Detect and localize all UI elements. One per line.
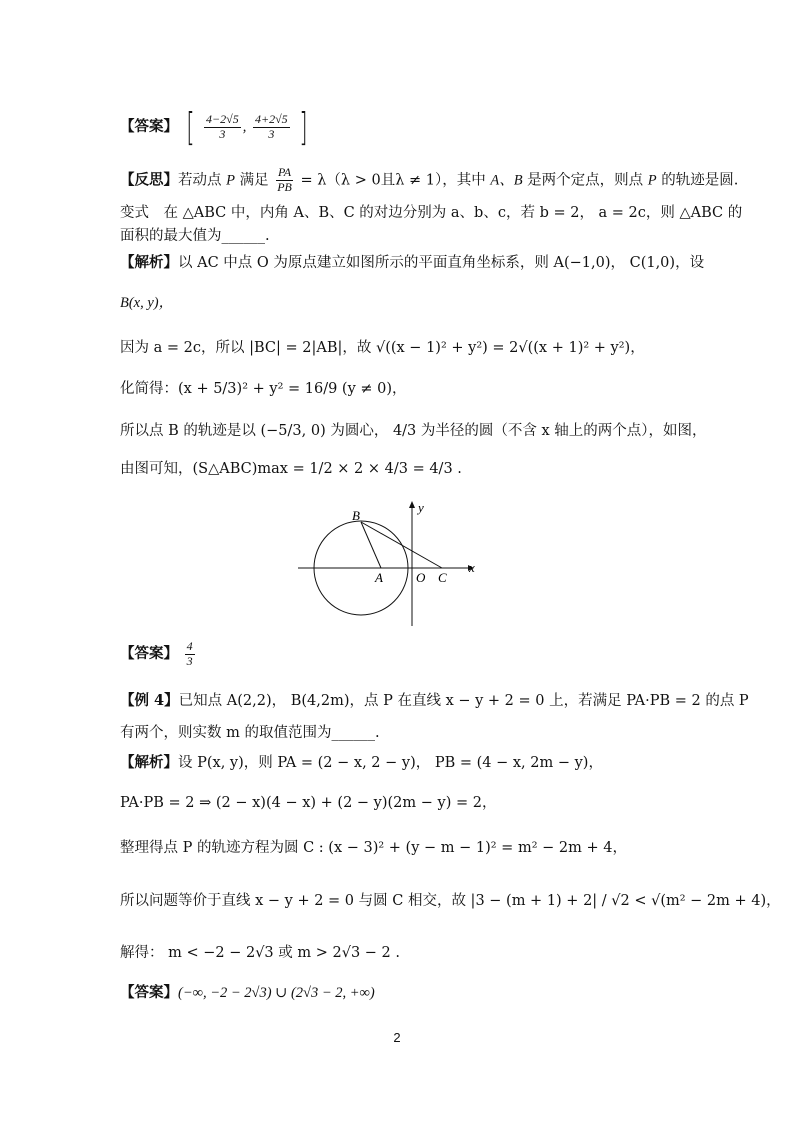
solution-1-line-1: 【解析】以 AC 中点 O 为原点建立如图所示的平面直角坐标系，则 A(−1,0)， C(1,0)，设 xyxy=(120,254,705,271)
solution-2-line-4: 所以问题等价于直线 x − y + 2 = 0 与圆 C 相交，故 |3 − (m + 1) + 2| / √2 < √(m² − 2m + 4)， xyxy=(120,893,781,909)
solution-1-line-5: 所以点 B 的轨迹是以 (−5/3, 0) 为圆心， 4/3 为半径的圆（不含 x 轴上的两个点），如图， xyxy=(120,423,707,439)
solution-label: 【解析】 xyxy=(120,754,178,771)
answer-1: 【答案】 [ $\frac{4-2√5}{3}$ , $\frac{4+2√5}{3}$ ] xyxy=(120,105,308,149)
answer-label: 【答案】 xyxy=(120,645,178,663)
circle-figure xyxy=(290,498,490,628)
solution-label: 【解析】 xyxy=(120,254,178,271)
label-a: A xyxy=(375,570,383,585)
solution-1-line-4: 化简得：(x + 5/3)² + y² = 16/9 (y ≠ 0)， xyxy=(120,381,407,397)
answer-1-num-right: 4+2√5 xyxy=(254,111,288,126)
example-label: 【例 4】 xyxy=(120,692,179,709)
y-axis-arrow xyxy=(409,501,415,508)
answer-2: 【答案】 $\frac{4}{3}$ xyxy=(120,639,193,668)
label-x: x xyxy=(469,560,475,575)
reflection-line-1: 【反思】若动点 P 满足 $\frac{PA}{PB}$ = λ（λ > 0且λ ≠ 1），其中 A、B 是两个定点，则点 P 的轨迹是圆. xyxy=(120,165,739,194)
solution-2-line-1: 【解析】设 P(x, y)，则 PA = (2 − x, 2 − y)， PB = (4 − x, 2m − y)， xyxy=(120,754,603,771)
solution-1-line-6: 由图可知，(S△ABC)max = 1/2 × 2 × 4/3 = 4/3 . xyxy=(120,461,462,477)
variant-line-2: 面积的最大值为______. xyxy=(120,228,270,244)
ratio-fraction: $\frac{PA}{PB}$ xyxy=(277,165,292,194)
answer-1-den-right: 3 xyxy=(268,126,275,141)
solution-1-line-3: 因为 a = 2c，所以 |BC| = 2|AB|，故 √((x − 1)² + y²) = 2√((x + 1)² + y²)， xyxy=(120,340,645,356)
example-4-line-2: 有两个，则实数 m 的取值范围为______. xyxy=(120,725,380,741)
answer-3: 【答案】(−∞, −2 − 2√3) ∪ (2√3 − 2, +∞) xyxy=(120,984,375,1001)
variant-line-1: 变式 在 △ABC 中，内角 A、B、C 的对边分别为 a、b、c，若 b = 2， a = 2c，则 △ABC 的 xyxy=(120,205,743,221)
segment-ab xyxy=(361,522,381,568)
answer-label: 【答案】 xyxy=(120,117,178,135)
answer-label: 【答案】 xyxy=(120,984,178,1001)
segment-bc xyxy=(361,522,442,568)
solution-2-line-2: PA·PB = 2 ⇒ (2 − x)(4 − x) + (2 − y)(2m − y) = 2， xyxy=(120,795,497,811)
page-number: 2 xyxy=(393,1030,401,1045)
solution-1-line-2: B(x, y)， xyxy=(120,295,174,311)
example-4-line-1: 【例 4】已知点 A(2,2)， B(4,2m)，点 P 在直线 x − y + 2 = 0 上，若满足 PA·PB = 2 的点 P xyxy=(120,692,749,709)
reflection-label: 【反思】 xyxy=(120,171,178,189)
label-y: y xyxy=(418,500,424,515)
answer-1-den-left: 3 xyxy=(219,126,226,141)
label-c: C xyxy=(438,570,447,585)
solution-2-line-5: 解得： m < −2 − 2√3 或 m > 2√3 − 2 . xyxy=(120,945,400,961)
label-b: B xyxy=(352,508,360,523)
label-o: O xyxy=(416,570,426,585)
solution-2-line-3: 整理得点 P 的轨迹方程为圆 C : (x − 3)² + (y − m − 1)² = m² − 2m + 4， xyxy=(120,840,627,856)
answer-1-num-left: 4−2√5 xyxy=(206,111,239,126)
